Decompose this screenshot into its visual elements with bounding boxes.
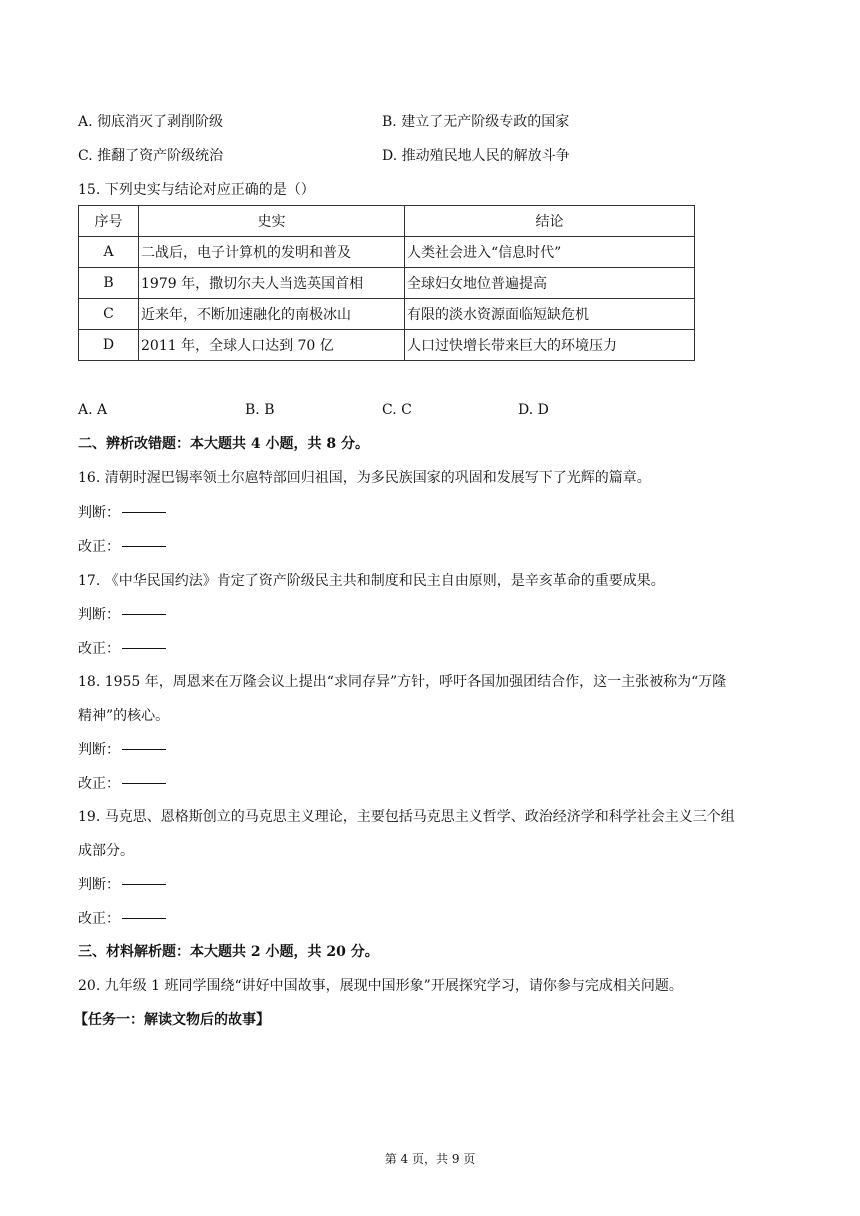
q20-text: 20. 九年级 1 班同学围绕“讲好中国故事，展现中国形象”开展探究学习，请你参与完成相关问题。: [78, 978, 683, 994]
page-footer: 第 4 页，共 9 页: [384, 1152, 476, 1166]
table-row: [79, 237, 695, 268]
judge-label: 判断：: [78, 742, 120, 758]
judge-label: 判断：: [78, 607, 120, 623]
section2-heading: 二、辨析改错题：本大题共 4 小题，共 8 分。: [78, 436, 369, 452]
q14-option-d: D. 推动殖民地人民的解放斗争: [382, 148, 570, 164]
q15-option-d: D. D: [518, 402, 549, 418]
table-cell: D: [79, 330, 139, 361]
correct-label: 改正：: [78, 641, 120, 657]
table-cell: 全球妇女地位普遍提高: [405, 268, 695, 299]
q19-correct: [78, 909, 166, 929]
table-cell: 有限的淡水资源面临短缺危机: [405, 299, 695, 330]
q14-option-b: B. 建立了无产阶级专政的国家: [382, 114, 570, 130]
table-cell: 2011 年，全球人口达到 70 亿: [139, 330, 405, 361]
section3-heading: 三、材料解析题：本大题共 2 小题，共 20 分。: [78, 944, 379, 960]
table-cell: 二战后，电子计算机的发明和普及: [139, 237, 405, 268]
q14-option-c: C. 推翻了资产阶级统治: [78, 148, 224, 164]
judge-label: 判断：: [78, 877, 120, 893]
answer-blank[interactable]: [122, 512, 166, 513]
judge-label: 判断：: [78, 505, 120, 521]
table-row: [79, 330, 695, 361]
table-cell: C: [79, 299, 139, 330]
q19-text-line1: 19. 马克思、恩格斯创立的马克思主义理论，主要包括马克思主义哲学、政治经济学和科学社会主义三个组: [78, 809, 735, 825]
q14-option-a: A. 彻底消灭了剥削阶级: [78, 114, 224, 130]
table-header-row: [79, 206, 695, 237]
q17-correct: [78, 639, 166, 659]
answer-blank[interactable]: [122, 546, 166, 547]
table-cell: 近来年，不断加速融化的南极冰山: [139, 299, 405, 330]
table-row: [79, 268, 695, 299]
answer-blank[interactable]: [122, 614, 166, 615]
correct-label: 改正：: [78, 776, 120, 792]
correct-label: 改正：: [78, 911, 120, 927]
table-row: [79, 299, 695, 330]
table-cell: 1979 年，撒切尔夫人当选英国首相: [139, 268, 405, 299]
q15-stem: 15. 下列史实与结论对应正确的是（）: [78, 182, 315, 198]
q18-text-line2: 精神”的核心。: [78, 708, 170, 724]
answer-blank[interactable]: [122, 918, 166, 919]
answer-blank[interactable]: [122, 749, 166, 750]
q17-judge: [78, 605, 166, 625]
table-header-cell: 序号: [79, 206, 139, 237]
table-header-cell: 史实: [139, 206, 405, 237]
q16-correct: [78, 537, 166, 557]
q17-text: 17. 《中华民国约法》肯定了资产阶级民主共和制度和民主自由原则，是辛亥革命的重要成果。: [78, 573, 665, 589]
q18-judge: [78, 740, 166, 760]
q16-text: 16. 清朝时渥巴锡率领土尔扈特部回归祖国，为多民族国家的巩固和发展写下了光辉的篇章。: [78, 470, 651, 486]
answer-blank[interactable]: [122, 648, 166, 649]
task1-heading: 【任务一：解读文物后的故事】: [74, 1012, 270, 1028]
q15-option-a: A. A: [78, 402, 108, 418]
table-cell: 人类社会进入“信息时代”: [405, 237, 695, 268]
q16-judge: [78, 503, 166, 523]
answer-blank[interactable]: [122, 884, 166, 885]
table-cell: B: [79, 268, 139, 299]
q19-text-line2: 成部分。: [78, 843, 134, 859]
table-cell: 人口过快增长带来巨大的环境压力: [405, 330, 695, 361]
q19-judge: [78, 875, 166, 895]
q18-correct: [78, 774, 166, 794]
table-header-cell: 结论: [405, 206, 695, 237]
table-cell: A: [79, 237, 139, 268]
answer-blank[interactable]: [122, 783, 166, 784]
correct-label: 改正：: [78, 539, 120, 555]
q15-table: [78, 205, 695, 361]
q15-option-b: B. B: [245, 402, 275, 418]
q15-option-c: C. C: [382, 402, 412, 418]
q18-text-line1: 18. 1955 年，周恩来在万隆会议上提出“求同存异”方针，呼吁各国加强团结合作，这一主张被称为“万隆: [78, 674, 727, 690]
